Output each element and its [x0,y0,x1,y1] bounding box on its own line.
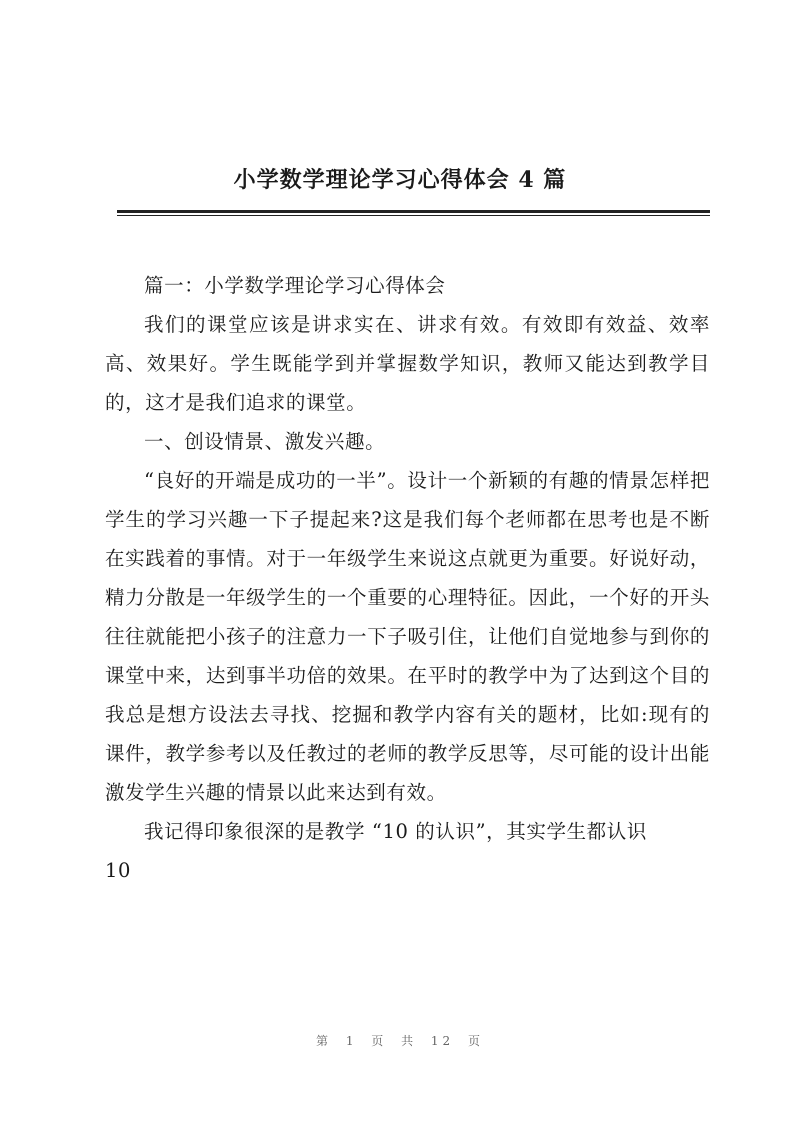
section-heading: 篇一：小学数学理论学习心得体会 [144,274,446,297]
subsection-heading: 一、创设情景、激发兴趣。 [144,430,386,453]
body-paragraph: 我们的课堂应该是讲求实在、讲求有效。有效即有效益、效率高、效果好。学生既能学到并掌握数学知识，教师又能达到教学目的，这才是我们追求的课堂。 [105,313,710,414]
title-underline-thin [117,215,710,216]
title-underline-thick [117,210,710,213]
body-paragraph-continuation: 10 [105,859,132,882]
page-number-footer: 第 1 页 共 12 页 [316,1034,484,1048]
document-body [105,266,710,890]
document-title: 小学数学理论学习心得体会 4 篇 [233,167,567,193]
body-paragraph: 我记得印象很深的是教学 “10 的认识”，其实学生都认识 [144,820,647,843]
body-paragraph: “良好的开端是成功的一半”。设计一个新颖的有趣的情景怎样把学生的学习兴趣一下子提起来?这是我们每个老师都在思考也是不断在实践着的事情。对于一年级学生来说这点就更为重要。好说好动，精力分散是一年级学生的一个重要的心理特征。因此，一个好的开头往往就能把小孩子的注意力一下子吸引住，让他们自觉地参与到你的课堂中来，达到事半功倍的效果。在平时的教学中为了达到这个目的我总是想方设法去寻找、挖掘和教学内容有关的题材，比如:现有的课件，教学参考以及任教过的老师的教学反思等，尽可能的设计出能激发学生兴趣的情景以此来达到有效。 [105,469,710,804]
